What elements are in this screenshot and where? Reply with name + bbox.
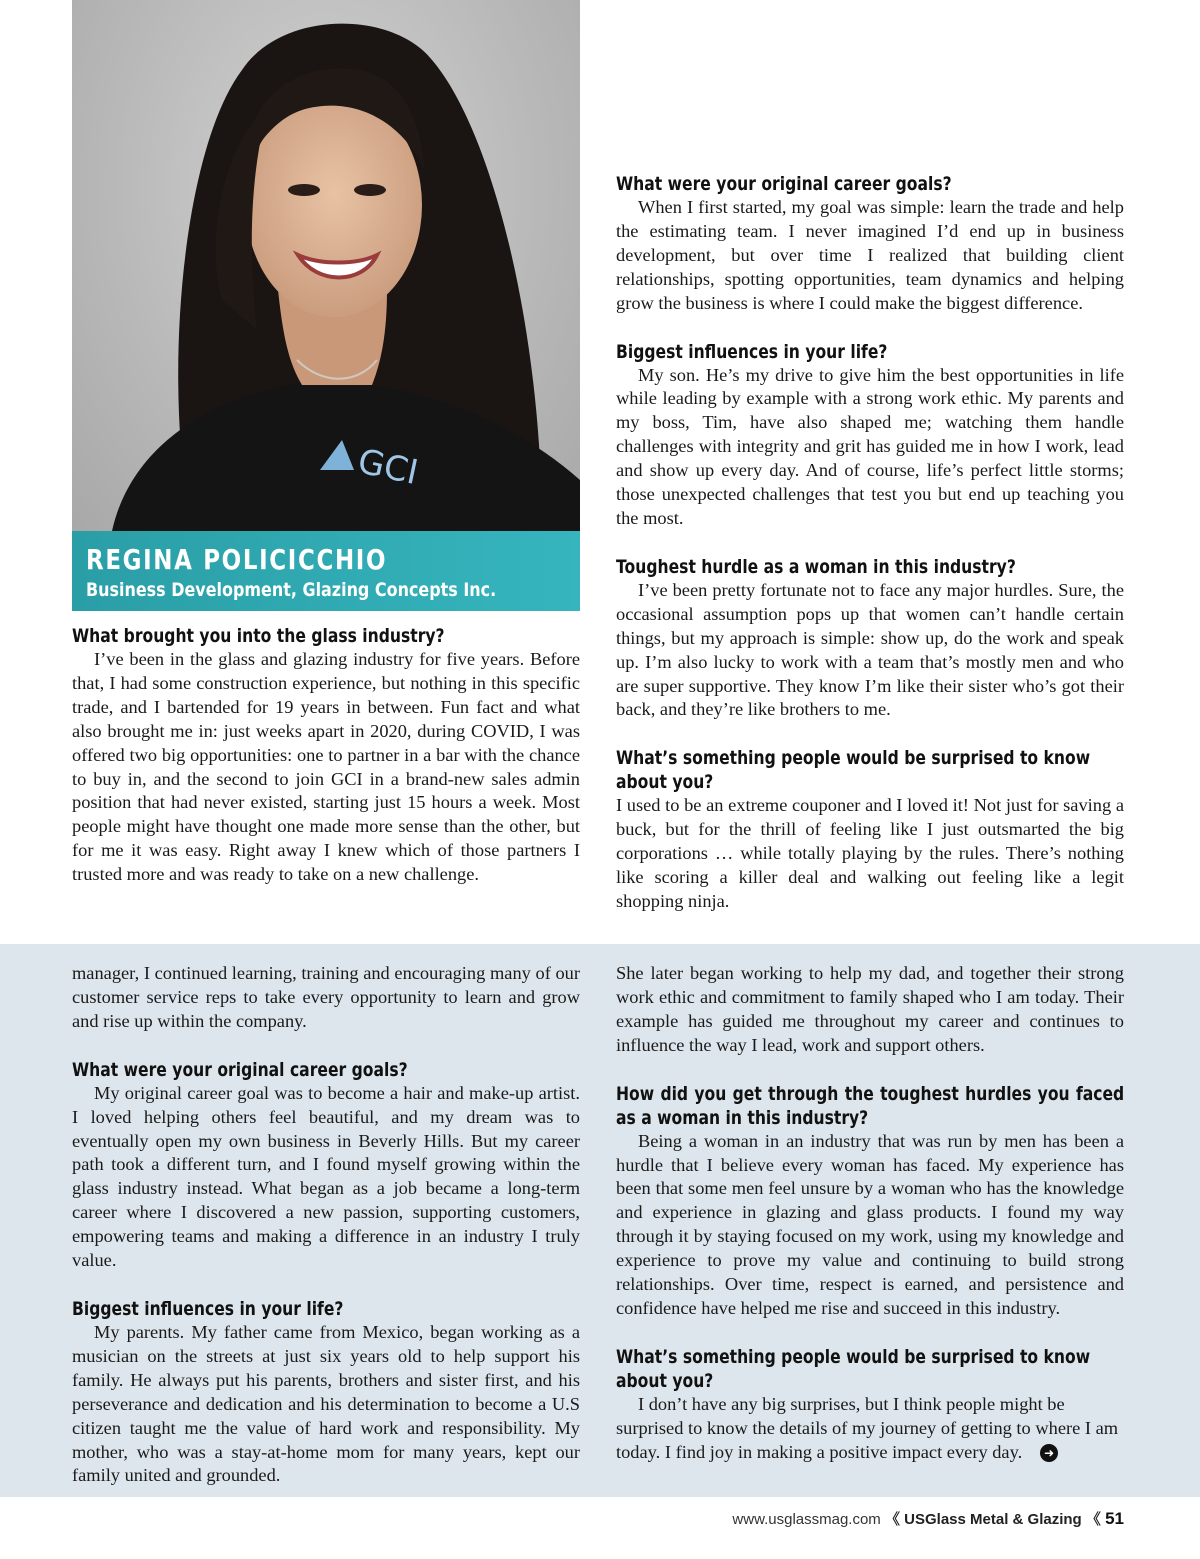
footer-url[interactable]: www.usglassmag.com bbox=[732, 1511, 881, 1528]
question-heading: How did you get through the toughest hurdles you faced as a woman in this industry? bbox=[616, 1082, 1125, 1129]
answer-text: My parents. My father came from Mexico, began working as a musician on the streets at just six years old to help support his family. He always put his parents, brothers and sister first, and his perseverance and dedication and his determination to become a U.S citizen taught me the value of hard work and responsibility. My mother, who was a stay-at-home mom for many years, kept our family united and grounded. bbox=[72, 1321, 580, 1486]
question-heading: Biggest influences in your life? bbox=[72, 1297, 344, 1320]
profile-name: REGINA POLICICCHIO bbox=[86, 543, 388, 576]
footer-separator: 《 bbox=[1085, 1511, 1101, 1528]
question-heading: What brought you into the glass industry? bbox=[72, 625, 445, 647]
continue-arrow-icon: ➜ bbox=[1040, 1444, 1058, 1462]
svg-text:GCI: GCI bbox=[354, 441, 422, 494]
portrait-photo bbox=[72, 0, 580, 531]
page-number: 51 bbox=[1105, 1509, 1124, 1528]
question-heading: What were your original career goals? bbox=[616, 173, 952, 195]
answer-text: My original career goal was to become a hair and make-up artist. I loved helping others feel beautiful, and my dream was to eventually open my own business in Beverly Hills. But my career path took a different turn, and I found myself growing within the glass industry instead. What began as a job became a long-term career where I discovered a new passion, supporting customers, empowering teams and making a difference in an industry I truly value. bbox=[72, 1082, 580, 1271]
question-heading: Biggest influences in your life? bbox=[616, 340, 888, 363]
answer-text: I’ve been pretty fortunate not to face any major hurdles. Sure, the occasional assumption pops up that women can’t handle certain things, but my approach is simple: show up, do the work and speak up. I’m also lucky to work with a team that’s mostly men and who are super supportive. They know I’m like their sister who’s got their back, and they’re like brothers to me. bbox=[616, 579, 1124, 720]
continued-text: She later began working to help my dad, and together their strong work ethic and commitment to family shaped who I am today. Their example has guided me throughout my career and continues to influence the way I lead, work and support others. bbox=[616, 963, 1124, 1055]
question-heading: What’s something people would be surprised to know about you? bbox=[616, 1345, 1091, 1392]
answer-text: I’ve been in the glass and glazing industry for five years. Before that, I had some construction experience, but nothing in this specific trade, and I bartended for 19 years in between. Fun fact and what also brought me in: just weeks apart in 2020, during COVID, I was offered two big opportunities: one to partner in a bar with the chance to buy in, and the second to join GCI in a brand-new sales admin position that had never existed, starting just 15 hours a week. Most people might have thought one made more sense than the other, but for me it was easy. Right away I knew which of those partners I trusted more and was ready to take on a new challenge. bbox=[72, 649, 580, 885]
question-heading: What were your original career goals? bbox=[72, 1058, 408, 1081]
footer-separator: 《 bbox=[884, 1511, 900, 1528]
question-heading: What’s something people would be surprised to know about you? bbox=[616, 747, 1091, 794]
nameplate bbox=[72, 531, 580, 611]
answer-text-span: I don’t have any big surprises, but I think people might be surprised to know the details of my journey of getting to where I am today. I find joy in making a positive impact every day. bbox=[616, 1393, 1119, 1462]
profile2-left-column bbox=[72, 962, 580, 1488]
portrait-illustration bbox=[72, 0, 580, 531]
profile1-right-column bbox=[616, 172, 1124, 914]
page-footer bbox=[732, 1507, 1124, 1531]
answer-text: When I first started, my goal was simple: learn the trade and help the estimating team. I never imagined I’d end up in business development, but over time I realized that building client relationships, spotting opportunities, team dynamics and helping grow the business is where I could make the biggest difference. bbox=[616, 197, 1124, 313]
answer-text bbox=[616, 1393, 1124, 1465]
question-heading: Toughest hurdle as a woman in this industry? bbox=[616, 555, 1016, 578]
profile1-left-column bbox=[72, 624, 580, 887]
profile2-right-column bbox=[616, 962, 1124, 1465]
answer-text: My son. He’s my drive to give him the best opportunities in life while leading by example with a strong work ethic. My parents and my boss, Tim, have also shaped me; watching them handle challenges with integrity and grit has guided me in how I work, lead and show up every day. And of course, life’s perfect little storms; those unexpected challenges that test you but end up teaching you the most. bbox=[616, 364, 1124, 528]
continued-text: manager, I continued learning, training and encouraging many of our customer service reps to take every opportunity to learn and grow and rise up within the company. bbox=[72, 963, 580, 1031]
footer-publication: USGlass Metal & Glazing bbox=[904, 1511, 1082, 1528]
answer-text: Being a woman in an industry that was run by men has been a hurdle that I believe every woman has faced. My experience has been that some men feel unsure by a woman who has the knowledge and experience in glazing and glass products. I found my way through it by staying focused on my work, using my knowledge and experience to prove my value and continuing to build strong relationships. Over time, respect is earned, and persistence and confidence have helped me rise and succeed in this industry. bbox=[616, 1130, 1124, 1318]
profile-role: Business Development, Glazing Concepts Inc. bbox=[86, 579, 497, 601]
answer-text: I used to be an extreme couponer and I loved it! Not just for saving a buck, but for the thrill of feeling like I just outsmarted the big corporations … while totally playing by the rules. There’s nothing like scoring a killer deal and walking out feeling like a legit shopping ninja. bbox=[616, 795, 1124, 911]
